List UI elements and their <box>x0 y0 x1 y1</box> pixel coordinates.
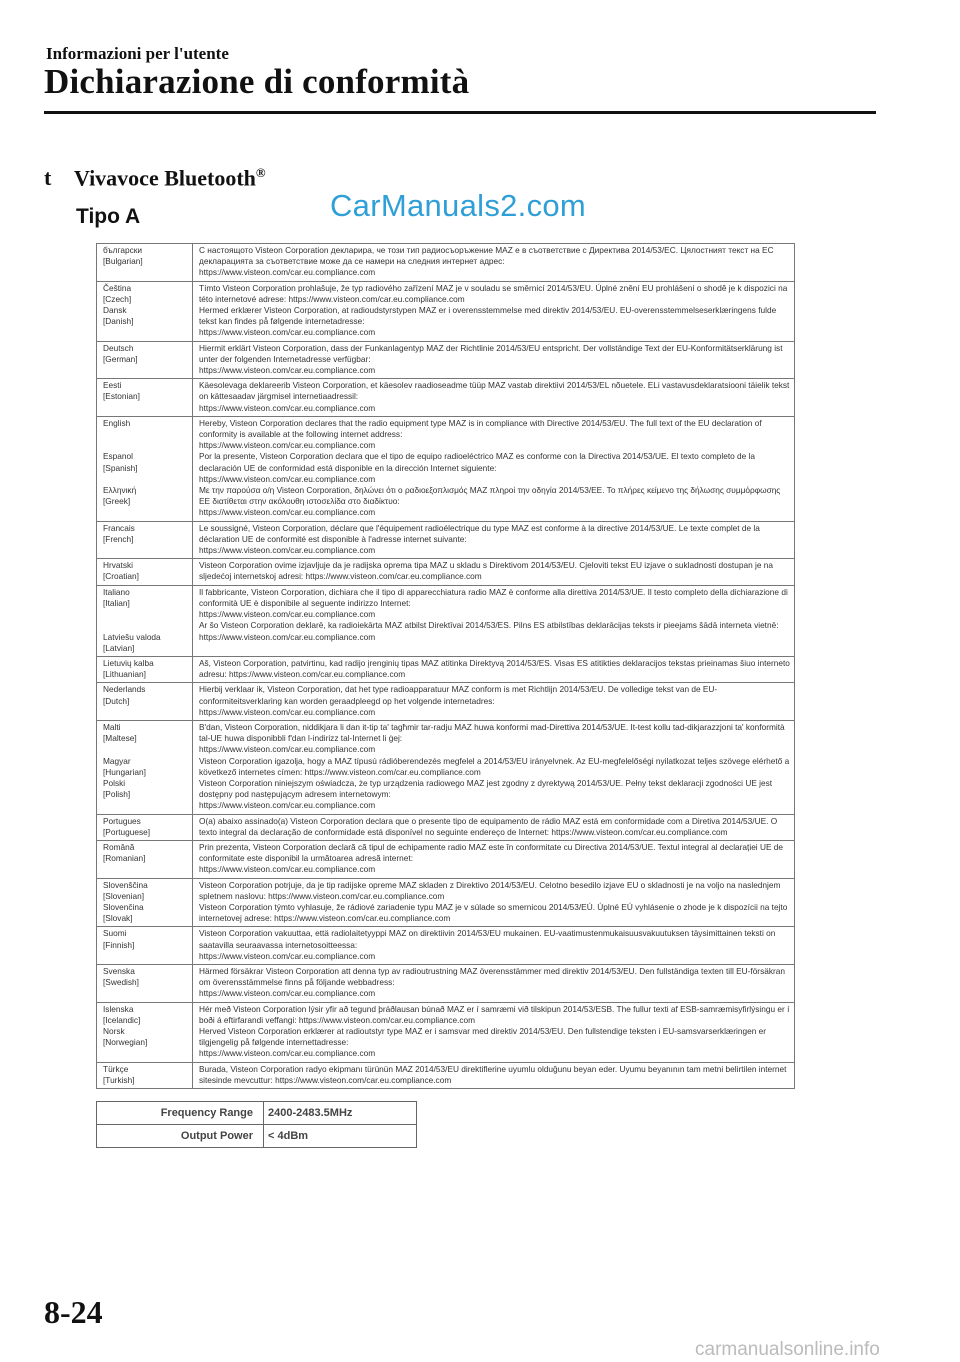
language-name: [Lithuanian] <box>103 669 146 680</box>
language-name: Ελληνική <box>103 485 137 496</box>
language-cell <box>97 656 193 682</box>
declaration-row <box>97 720 795 814</box>
language-name <box>103 440 189 451</box>
declaration-text: Tímto Visteon Corporation prohlašuje, že typ radiového zařízení MAZ je v souladu se směrnicí 2014/53/EU. Úplné znění EU prohlášení o shodě je k dispozici na této internetové adrese: https://www.visteon.com/car.eu.compliance.com <box>199 282 788 304</box>
declaration-text: https://www.visteon.com/car.eu.compliance.com <box>199 440 376 451</box>
language-name: English <box>103 417 131 428</box>
type-subheading: Tipo A <box>76 205 141 228</box>
language-name: Nederlands <box>103 684 146 695</box>
language-name: [Maltese] <box>103 733 137 744</box>
declaration-text: С настоящото Visteon Corporation декларира, че този тип радиосъоръжение MAZ е в съответствие с Директива 2014/53/ЕС. Цялостният текст на ЕС декларацията за съответствие може да се намери на следния интернет адрес: <box>199 245 774 267</box>
watermark-top: CarManuals2.com <box>330 188 587 223</box>
declaration-text: https://www.visteon.com/car.eu.compliance.com <box>199 609 376 620</box>
declaration-text: https://www.visteon.com/car.eu.compliance.com <box>199 706 376 717</box>
spec-value: < 4dBm <box>264 1125 417 1148</box>
language-name: [Italian] <box>103 597 130 608</box>
declaration-text: https://www.visteon.com/car.eu.compliance.com <box>199 267 376 278</box>
language-name: [Romanian] <box>103 853 146 864</box>
declaration-text-cell <box>193 379 795 417</box>
language-name: [Norwegian] <box>103 1037 148 1048</box>
declaration-row <box>97 964 795 1002</box>
language-name: [Greek] <box>103 496 131 507</box>
language-name <box>103 620 189 631</box>
declaration-text-cell <box>193 927 795 965</box>
declaration-text: https://www.visteon.com/car.eu.compliance.com <box>199 402 376 413</box>
declaration-text: https://www.visteon.com/car.eu.compliance.com <box>199 864 376 875</box>
declaration-text: https://www.visteon.com/car.eu.compliance.com <box>199 473 376 484</box>
declaration-text-cell <box>193 585 795 656</box>
declaration-text: Prin prezenta, Visteon Corporation declară că tipul de echipamente radio MAZ este în conformitate cu Directiva 2014/53/UE. Textul integral al declarației UE de conformitate este disponibil la următoarea adresă internet: <box>199 841 784 864</box>
declaration-row <box>97 559 795 585</box>
declaration-row <box>97 656 795 682</box>
declaration-text: Visteon Corporation ovime izjavljuje da je radijska oprema tipa MAZ u skladu s Direktivom 2014/53/EU. Cjeloviti tekst EU izjave o sukladnosti dostupan je na sljedećoj internetskoj adresi: https://www.visteon.com/car.eu.compliance.com <box>199 560 773 582</box>
declaration-text-cell <box>193 244 795 282</box>
language-name: [Danish] <box>103 316 134 327</box>
language-name: [Estonian] <box>103 391 140 402</box>
declaration-text-cell <box>193 559 795 585</box>
declaration-text: Visteon Corporation vakuuttaa, että radiolaitetyyppi MAZ on direktiivin 2014/53/EU mukainen. EU-vaatimustenmukaisuusvakuutuksen täysimittainen teksti on saatavilla seuraavassa internetosoitteessa: <box>199 928 776 950</box>
language-name: Suomi <box>103 928 127 939</box>
declaration-text-cell <box>193 964 795 1002</box>
declaration-text: Le soussigné, Visteon Corporation, déclare que l'équipement radioélectrique du type MAZ est conforme à la directive 2014/53/UE. Le texte complet de la déclaration UE de conformité est disponible à l'adresse internet suivante: <box>199 522 760 544</box>
language-name <box>103 474 189 485</box>
declaration-text-cell <box>193 656 795 682</box>
language-name: [Slovenian] <box>103 890 145 901</box>
language-name: Slovenščina <box>103 879 148 890</box>
declaration-text-cell <box>193 416 795 521</box>
declaration-text: Με την παρούσα ο/η Visteon Corporation, δηλώνει ότι ο ραδιοεξοπλισμός MAZ πληροί την οδηγία 2014/53/ΕΕ. Το πλήρες κείμενο της δήλωσης συμμόρφωσης ΕΕ διατίθεται στην ακόλουθη ιστοσελίδα στο διαδίκτυο: <box>199 485 781 507</box>
declaration-text-cell <box>193 1002 795 1062</box>
declaration-text: https://www.visteon.com/car.eu.compliance.com <box>199 327 376 338</box>
declaration-text-cell <box>193 814 795 840</box>
spec-row <box>97 1102 417 1125</box>
language-cell <box>97 585 193 656</box>
declaration-text: Käesolevaga deklareerib Visteon Corporation, et käesolev raadioseadme tüüp MAZ vastab direktiivi 2014/53/EL nõuetele. ELi vastavusdeklaratsiooni täielik tekst on kättesaadav järgmisel internetiaadressil: <box>199 380 790 402</box>
declaration-text: Hereby, Visteon Corporation declares that the radio equipment type MAZ is in compliance with Directive 2014/53/EU. The full text of the EU declaration of conformity is available at the following internet address: <box>199 417 762 440</box>
language-name <box>103 429 189 440</box>
language-cell <box>97 927 193 965</box>
declaration-text-cell <box>193 878 795 927</box>
declaration-text: https://www.visteon.com/car.eu.compliance.com <box>199 1048 376 1059</box>
language-name: [Turkish] <box>103 1074 135 1085</box>
declaration-text-cell <box>193 521 795 559</box>
declaration-text-cell <box>193 341 795 379</box>
language-cell <box>97 521 193 559</box>
language-name: [Slovak] <box>103 913 133 924</box>
declaration-text: https://www.visteon.com/car.eu.compliance.com <box>199 365 376 376</box>
declaration-text: Burada, Visteon Corporation radyo ekipmanı türünün MAZ 2014/53/EU direktiflerine uyumlu olduğunu beyan eder. Uyumu beyanının tam metni belirtilen internet sitesinde mevcuttur: https://www.visteon.com/car.eu.compliance.com <box>199 1063 787 1085</box>
language-name: Espanol <box>103 451 133 462</box>
declaration-text: Hierbij verklaar ik, Visteon Corporation, dat het type radioapparatuur MAZ conform is met Richtlijn 2014/53/EU. De volledige tekst van de EU-conformiteitsverklaring kan worden geraadpleegd op het volgende internetadres: <box>199 684 718 706</box>
declaration-text-cell <box>193 683 795 721</box>
language-cell <box>97 683 193 721</box>
declaration-text: Visteon Corporation týmto vyhlasuje, že rádiové zariadenie typu MAZ je v súlade so smernicou 2014/53/EÚ. Úplné EÚ vyhlásenie o zhode je k dispozícii na tejto internetovej adrese: https://www.visteon.com/car.eu.compliance.com <box>199 901 788 924</box>
declaration-text: Visteon Corporation igazolja, hogy a MAZ típusú rádióberendezés megfelel a 2014/53/EU irányelvnek. Az EU-megfelelőségi nyilatkozat teljes szövege elérhető a következő internetes címen: https://www.visteon.com/car.eu.compliance.com <box>199 755 790 777</box>
declaration-row <box>97 379 795 417</box>
declaration-text: Visteon Corporation potrjuje, da je tip radijske opreme MAZ skladen z Direktivo 2014/53/EU. Celotno besedilo izjave EU o skladnosti je na voljo na naslednjem spletnem naslovu: https://www.visteon.com/car.eu.compliance.com <box>199 879 781 901</box>
language-name: Deutsch <box>103 342 134 353</box>
declaration-text: https://www.visteon.com/car.eu.compliance.com <box>199 950 376 961</box>
language-name: [Czech] <box>103 293 132 304</box>
declaration-text: B'dan, Visteon Corporation, niddikjara li dan it-tip ta' tagħmir tar-radju MAZ huwa konformi mad-Direttiva 2014/53/UE. It-test kollu tad-dikjarazzjoni ta' konformità tal-UE huwa disponibbli f'dan l-indirizz tal-Internet li ġej: <box>199 721 785 744</box>
language-name: Magyar <box>103 755 131 766</box>
registered-mark: ® <box>255 165 266 180</box>
declaration-text: Härmed försäkrar Visteon Corporation att denna typ av radioutrustning MAZ överensstämmer med direktiv 2014/53/EU. Den fullständiga texten till EU-försäkran om överensstämmelse finns på följande webbadress: <box>199 965 785 988</box>
language-name: [Spanish] <box>103 462 138 473</box>
declaration-text: https://www.visteon.com/car.eu.compliance.com <box>199 507 376 518</box>
language-cell <box>97 840 193 878</box>
section-title: Vivavoce Bluetooth <box>74 165 256 191</box>
spec-row <box>97 1125 417 1148</box>
declaration-text-cell <box>193 720 795 814</box>
language-cell <box>97 1062 193 1088</box>
declaration-text: Hér með Visteon Corporation lýsir yfir að tegund þráðlausan búnað MAZ er í samræmi við tilskipun 2014/53/ESB. The fullur texti af ESB-samræmisyfirlýsingu er í boði á eftirfarandi veffangi: https://www.visteon.com/car.eu.compliance.com <box>199 1003 790 1025</box>
language-name: [Latvian] <box>103 642 135 653</box>
declaration-row <box>97 585 795 656</box>
declaration-text: Herved Visteon Corporation erklærer at radioutstyr type MAZ er i samsvar med direktiv 2014/53/EU. Den fullstendige teksten i EU-samsvarserklæringen er tilgjengelig på følgende internettadresse: <box>199 1026 767 1048</box>
language-cell <box>97 281 193 341</box>
declaration-row <box>97 416 795 521</box>
declaration-text: Hermed erklærer Visteon Corporation, at radioudstyrstypen MAZ er i overensstemmelse med direktiv 2014/53/EU. EU-overensstemmelseserklæringens fulde tekst kan findes på følgende internetadresse: <box>199 305 777 327</box>
language-name: [Hungarian] <box>103 766 146 777</box>
declaration-row <box>97 683 795 721</box>
declaration-text-cell <box>193 1062 795 1088</box>
declaration-table <box>96 243 795 1089</box>
language-name: [Swedish] <box>103 977 139 988</box>
language-name: Italiano <box>103 586 130 597</box>
declaration-text: https://www.visteon.com/car.eu.compliance.com <box>199 988 376 999</box>
language-cell <box>97 379 193 417</box>
page-number: 8-24 <box>44 1294 103 1330</box>
declaration-text: O(a) abaixo assinado(a) Visteon Corporation declara que o presente tipo de equipamento de rádio MAZ está em conformidade com a Diretiva 2014/53/UE. O texto integral da declaração de conformidade está disponível no seguinte endereço de Internet: https://www.visteon.com/car.eu.compliance.com <box>199 815 778 837</box>
watermark-bottom: carmanualsonline.info <box>695 1339 880 1360</box>
section-bullet: t <box>44 165 52 191</box>
header-rule <box>44 111 876 114</box>
language-name: [French] <box>103 533 134 544</box>
spec-value: 2400-2483.5MHz <box>264 1102 417 1125</box>
language-name: [Dutch] <box>103 695 130 706</box>
running-header-subtitle: Informazioni per l'utente <box>46 44 229 63</box>
language-name: [Finnish] <box>103 939 135 950</box>
language-name: [Bulgarian] <box>103 256 143 267</box>
language-name: Română <box>103 841 135 852</box>
language-cell <box>97 814 193 840</box>
language-name: [Icelandic] <box>103 1014 141 1025</box>
declaration-text: Ar šo Visteon Corporation deklarē, ka radioiekārta MAZ atbilst Direktīvai 2014/53/ES. Pilns ES atbilstības deklarācijas teksts ir pieejams šādā interneta vietnē: https://www.visteon.com/car.eu.compliance.com <box>199 620 779 642</box>
language-cell <box>97 1002 193 1062</box>
declaration-text: Hiermit erklärt Visteon Corporation, dass der Funkanlagentyp MAZ der Richtlinie 2014/53/EU entspricht. Der vollständige Text der EU-Konformitätserklärung ist unter der folgenden Internetadresse verfügbar: <box>199 342 783 364</box>
language-name: [German] <box>103 353 138 364</box>
language-name: български <box>103 245 142 255</box>
language-name: Lietuvių kalba <box>103 657 154 668</box>
declaration-text: Aš, Visteon Corporation, patvirtinu, kad radijo įrenginių tipas MAZ atitinka Direktyvą 2014/53/ES. Visas ES atitikties deklaracijos tekstas prieinamas šiuo interneto adresu: https://www.visteon.com/car.eu.compliance.com <box>199 657 790 680</box>
language-name: Norsk <box>103 1026 125 1036</box>
declaration-text: Visteon Corporation niniejszym oświadcza, że typ urządzenia radiowego MAZ jest zgodny z dyrektywą 2014/53/UE. Pełny tekst deklaracji zgodności UE jest dostępny pod następującym adresem internetowym: <box>199 777 773 800</box>
declaration-row <box>97 244 795 282</box>
declaration-row <box>97 281 795 341</box>
language-cell <box>97 878 193 927</box>
language-name: Islenska <box>103 1003 134 1014</box>
language-name: Latviešu valoda <box>103 631 161 642</box>
language-name: Polski <box>103 777 126 788</box>
declaration-text-cell <box>193 281 795 341</box>
declaration-row <box>97 927 795 965</box>
language-name: Malti <box>103 721 121 732</box>
declaration-text: Por la presente, Visteon Corporation declara que el tipo de equipo radioeléctrico MAZ es conforme con la Directiva 2014/53/UE. El texto completo de la declaración UE de conformidad está disponible en la dirección Internet siguiente: <box>199 451 756 473</box>
declaration-text: https://www.visteon.com/car.eu.compliance.com <box>199 800 376 811</box>
declaration-row <box>97 840 795 878</box>
language-name: Svenska <box>103 965 135 976</box>
language-name <box>103 744 189 755</box>
language-name: [Polish] <box>103 789 131 800</box>
language-name: Slovenčina <box>103 901 144 912</box>
language-name: [Croatian] <box>103 571 139 582</box>
declaration-row <box>97 1062 795 1088</box>
language-cell <box>97 964 193 1002</box>
language-cell <box>97 244 193 282</box>
spec-label: Output Power <box>97 1125 264 1148</box>
language-cell <box>97 720 193 814</box>
spec-label: Frequency Range <box>97 1102 264 1125</box>
language-name: Portugues <box>103 815 141 826</box>
language-cell <box>97 416 193 521</box>
declaration-row <box>97 521 795 559</box>
language-cell <box>97 341 193 379</box>
language-name <box>103 609 189 620</box>
language-cell <box>97 559 193 585</box>
language-name: Čeština <box>103 282 132 293</box>
declaration-row <box>97 878 795 927</box>
declaration-text: https://www.visteon.com/car.eu.compliance.com <box>199 744 376 755</box>
declaration-row <box>97 341 795 379</box>
section-heading <box>44 165 266 191</box>
language-name: Francais <box>103 522 135 533</box>
declaration-text: Il fabbricante, Visteon Corporation, dichiara che il tipo di apparecchiatura radio MAZ è conforme alla direttiva 2014/53/UE. Il testo completo della dichiarazione di conformità UE è disponibile al seguente indirizzo Internet: <box>199 586 788 608</box>
declaration-row <box>97 814 795 840</box>
declaration-row <box>97 1002 795 1062</box>
spec-table <box>96 1101 417 1148</box>
declaration-text: https://www.visteon.com/car.eu.compliance.com <box>199 545 376 556</box>
language-name: Dansk <box>103 305 127 316</box>
language-name: Türkçe <box>103 1063 129 1074</box>
language-name: Hrvatski <box>103 560 133 571</box>
page-title: Dichiarazione di conformità <box>44 62 470 101</box>
declaration-text-cell <box>193 840 795 878</box>
language-name: [Portuguese] <box>103 826 151 837</box>
language-name: Eesti <box>103 380 122 391</box>
